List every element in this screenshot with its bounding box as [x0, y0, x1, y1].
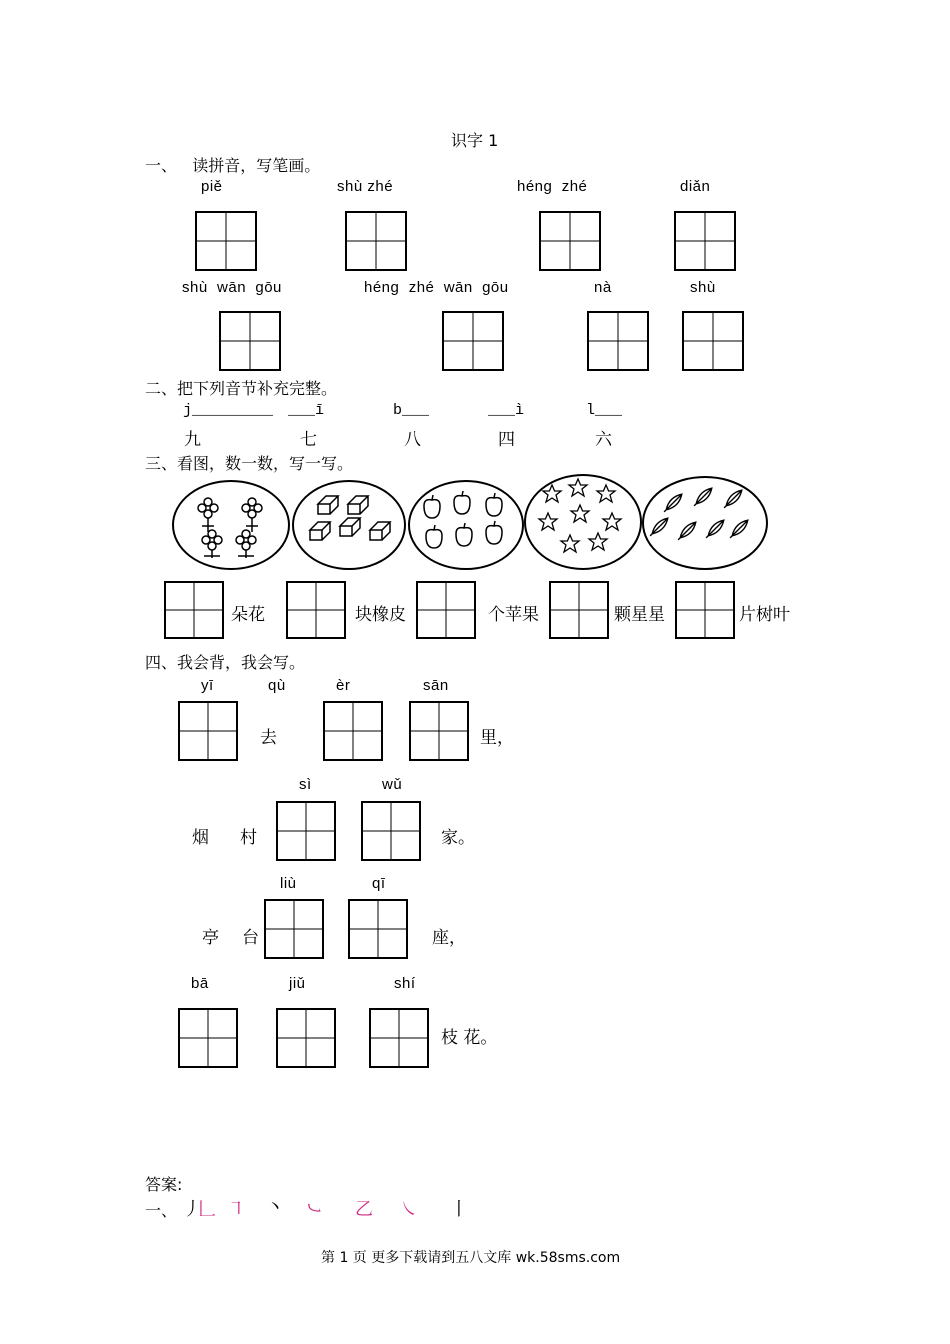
- poem-char-li: 里，: [480, 728, 514, 748]
- answer-stroke-pie: 丿: [183, 1199, 201, 1220]
- writing-grid[interactable]: [164, 581, 224, 639]
- writing-grid[interactable]: [276, 801, 336, 861]
- writing-grid[interactable]: [361, 801, 421, 861]
- apple-icon: [424, 491, 502, 548]
- answer-stroke-hengzhe: ㇕: [227, 1199, 245, 1220]
- flower-icon: [198, 498, 262, 558]
- pinyin-hengzhe: héng zhé: [517, 178, 588, 195]
- poem-char-yan: 烟: [192, 828, 209, 848]
- char-jiu: 九: [184, 430, 201, 450]
- poem-char-qu: 去: [260, 728, 277, 748]
- poem-char-zuo: 座，: [432, 928, 466, 948]
- flower-plate: [170, 478, 292, 572]
- writing-grid[interactable]: [323, 701, 383, 761]
- writing-grid[interactable]: [549, 581, 609, 639]
- char-si: 四: [498, 430, 515, 450]
- poem-char-ting: 亭: [202, 928, 219, 948]
- page-footer: 第 1 页 更多下载请到五八文库 wk.58sms.com: [321, 1250, 621, 1266]
- writing-grid[interactable]: [675, 581, 735, 639]
- writing-grid[interactable]: [276, 1008, 336, 1068]
- pinyin-liu: liù: [280, 875, 297, 892]
- section3-heading: 三、看图，数一数，写一写。: [145, 454, 354, 473]
- syllable-blank-qi[interactable]: ___ī: [288, 402, 325, 419]
- writing-grid[interactable]: [409, 701, 469, 761]
- answer-stroke-hengzhewangou: 乙: [355, 1199, 373, 1220]
- eraser-plate: [290, 478, 408, 572]
- pinyin-shuwangou: shù wān gōu: [182, 279, 282, 296]
- writing-grid[interactable]: [539, 211, 601, 271]
- pinyin-yi: yī: [201, 677, 214, 694]
- pinyin-shuzhe: shù zhé: [337, 178, 394, 195]
- writing-grid[interactable]: [195, 211, 257, 271]
- pinyin-shu: shù: [690, 279, 716, 296]
- leaf-icon: [648, 486, 751, 543]
- answer-stroke-shu: 丨: [450, 1199, 468, 1220]
- writing-grid[interactable]: [219, 311, 281, 371]
- poem-char-jia: 家。: [441, 828, 475, 848]
- pinyin-qu: qù: [268, 677, 286, 694]
- apple-plate: [406, 478, 526, 572]
- label-apples: 个苹果: [488, 605, 539, 625]
- pinyin-er: èr: [336, 677, 351, 694]
- section4-heading: 四、我会背，我会写。: [145, 653, 306, 672]
- syllable-blank-liu[interactable]: l___: [586, 402, 623, 419]
- label-leaves: 片树叶: [739, 605, 790, 625]
- pinyin-ba: bā: [191, 975, 209, 992]
- pinyin-shi: shí: [394, 975, 416, 992]
- pinyin-jiu: jiǔ: [289, 975, 306, 992]
- writing-grid[interactable]: [674, 211, 736, 271]
- pinyin-pie: piě: [201, 178, 223, 195]
- label-erasers: 块橡皮: [355, 605, 406, 625]
- page-title: 识字 1: [451, 131, 499, 150]
- section1-heading: 一、 读拼音，写笔画。: [145, 156, 321, 175]
- label-flowers: 朵花: [231, 605, 265, 625]
- pinyin-wu: wǔ: [382, 776, 403, 793]
- poem-char-cun: 村: [240, 828, 257, 848]
- pinyin-san: sān: [423, 677, 449, 694]
- writing-grid[interactable]: [286, 581, 346, 639]
- pinyin-qi: qī: [372, 875, 386, 892]
- answer-stroke-shuwangou: ㇃: [305, 1199, 323, 1220]
- writing-grid[interactable]: [416, 581, 476, 639]
- syllable-blank-si[interactable]: ___ì: [488, 402, 525, 419]
- writing-grid[interactable]: [345, 211, 407, 271]
- star-plate: [522, 472, 644, 572]
- writing-grid[interactable]: [178, 701, 238, 761]
- leaf-plate: [640, 474, 770, 572]
- answer-stroke-na: ㇏: [400, 1199, 418, 1220]
- pinyin-hengzhewangou: héng zhé wān gōu: [364, 279, 509, 296]
- eraser-icon: [310, 496, 390, 540]
- char-ba: 八: [404, 430, 421, 450]
- char-liu: 六: [595, 430, 612, 450]
- writing-grid[interactable]: [264, 899, 324, 959]
- answers-prefix: 一、: [145, 1201, 178, 1220]
- pinyin-dian: diǎn: [680, 178, 711, 195]
- writing-grid[interactable]: [587, 311, 649, 371]
- answers-heading: 答案:: [145, 1175, 183, 1194]
- poem-char-tai: 台: [242, 928, 259, 948]
- writing-grid[interactable]: [369, 1008, 429, 1068]
- pinyin-si: sì: [299, 776, 312, 793]
- poem-char-zhihua: 枝 花。: [441, 1028, 498, 1048]
- star-icon: [539, 479, 621, 552]
- label-stars: 颗星星: [614, 605, 665, 625]
- section2-heading: 二、把下列音节补充完整。: [145, 379, 338, 398]
- answer-stroke-dian: 丶: [266, 1197, 284, 1218]
- syllable-blank-jiu[interactable]: j_________: [183, 402, 274, 419]
- pinyin-na: nà: [594, 279, 612, 296]
- answer-stroke-shuzhe: 𠃊: [198, 1199, 216, 1220]
- writing-grid[interactable]: [348, 899, 408, 959]
- char-qi: 七: [300, 430, 317, 450]
- syllable-blank-ba[interactable]: b___: [393, 402, 430, 419]
- writing-grid[interactable]: [178, 1008, 238, 1068]
- writing-grid[interactable]: [442, 311, 504, 371]
- writing-grid[interactable]: [682, 311, 744, 371]
